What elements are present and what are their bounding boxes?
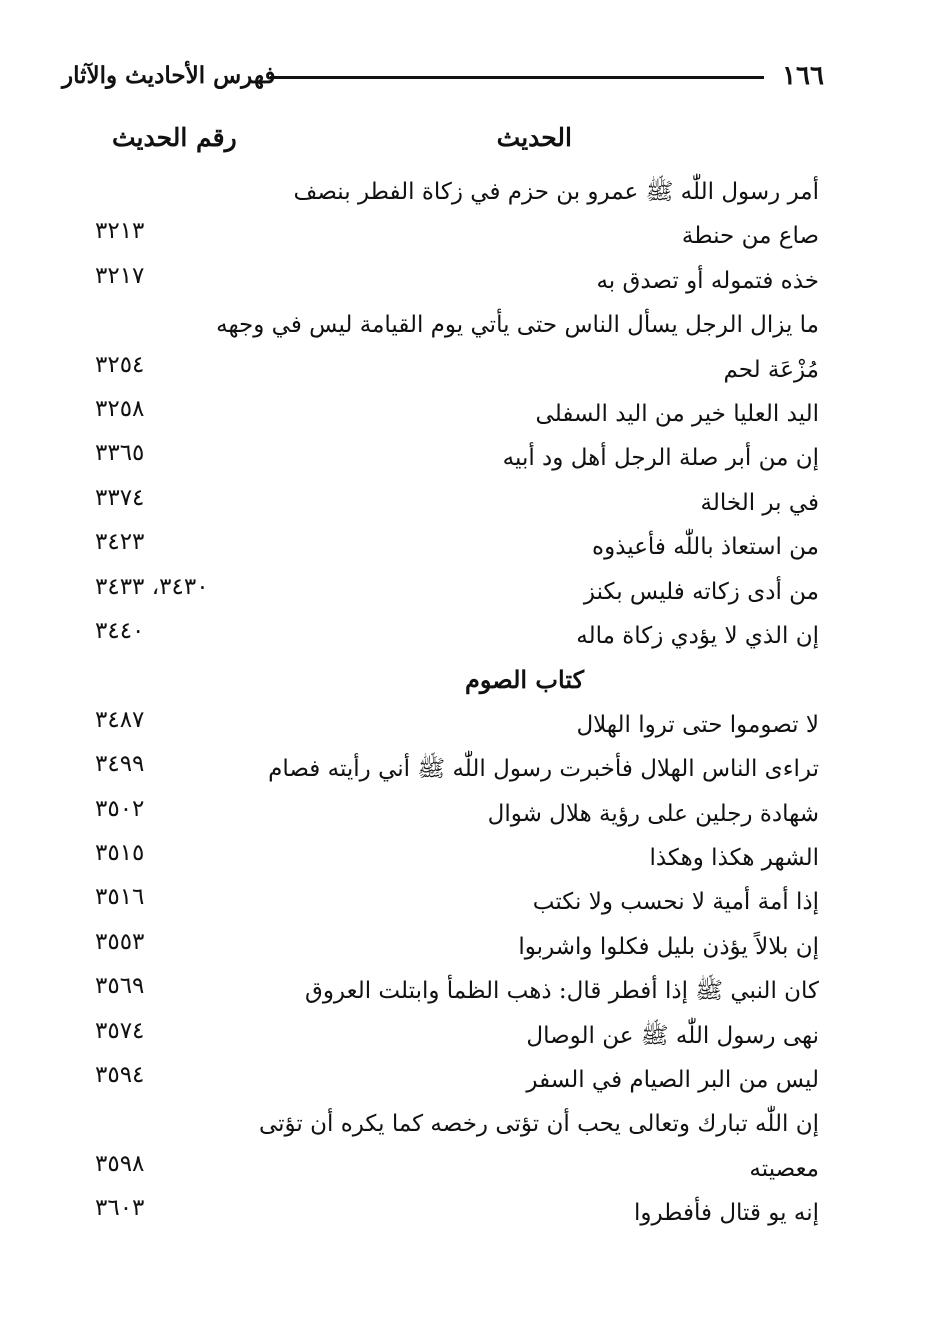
hadith-text: إن اللّٰه تبارك وتعالى يحب أن تؤتى رخصه كما يكره أن تؤتى xyxy=(258,1111,819,1138)
hadith-text: إنه يو قتال فأفطروا xyxy=(633,1200,819,1227)
index-row xyxy=(90,880,819,924)
hadith-number: ٣٢٥٨ xyxy=(95,396,145,422)
hadith-number: ٣٣٦٥ xyxy=(95,440,145,467)
hadith-number: ٣٤٤٠ xyxy=(95,618,145,644)
index-row xyxy=(90,614,819,658)
index-row xyxy=(90,525,819,569)
hadith-text: تراءى الناس الهلال فأخبرت رسول اللّٰه ﷺ أني رأيته فصام xyxy=(268,756,819,783)
index-row xyxy=(90,703,819,747)
index-row xyxy=(90,836,819,880)
section-heading xyxy=(90,658,819,702)
running-header xyxy=(62,58,824,94)
section-title: كتاب الصوم xyxy=(465,665,584,695)
hadith-text: شهادة رجلين على رؤية هلال شوال xyxy=(487,800,819,827)
hadith-text: إن من أبر صلة الرجل أهل ود أبيه xyxy=(502,445,819,472)
hadith-number: ٣٢١٣ xyxy=(95,218,145,245)
index-row xyxy=(90,436,819,480)
hadith-number: ٣٣٧٤ xyxy=(95,484,145,511)
hadith-number: ٣٦٠٣ xyxy=(95,1195,145,1222)
hadith-number: ٣٥٧٤ xyxy=(95,1017,145,1044)
hadith-text: مُزْعَة لحم xyxy=(723,356,819,383)
hadith-text: إن الذي لا يؤدي زكاة ماله xyxy=(576,623,819,649)
header-rule xyxy=(270,76,764,79)
index-row xyxy=(90,969,819,1013)
column-heading-number: رقم الحديث xyxy=(112,123,237,152)
hadith-text: من استعاذ باللّٰه فأعيذوه xyxy=(592,534,819,561)
hadith-text: ما يزال الرجل يسأل الناس حتى يأتي يوم القيامة ليس في وجهه xyxy=(216,312,819,339)
index-row xyxy=(90,792,819,836)
index-row xyxy=(90,925,819,969)
hadith-number: ٣٥١٥ xyxy=(95,840,145,866)
hadith-text: الشهر هكذا وهكذا xyxy=(649,845,819,871)
index-row xyxy=(90,348,819,392)
index-row xyxy=(90,1102,819,1146)
hadith-text: إن بلالاً يؤذن بليل فكلوا واشربوا xyxy=(518,933,819,960)
header-title: فهرس الأحاديث والآثار xyxy=(62,62,276,89)
index-row xyxy=(90,570,819,614)
page-number: ١٦٦ xyxy=(782,61,824,91)
hadith-text: ليس من البر الصيام في السفر xyxy=(526,1067,819,1093)
index-row xyxy=(90,259,819,303)
index-row xyxy=(90,1058,819,1102)
hadith-number: ٣٢١٧ xyxy=(95,262,145,289)
index-row xyxy=(90,1014,819,1058)
hadith-text: اليد العليا خير من اليد السفلى xyxy=(535,401,819,427)
hadith-number: ٣٢٥٤ xyxy=(95,351,145,378)
index-row xyxy=(90,303,819,347)
hadith-number: ٣٥٦٩ xyxy=(95,973,145,1000)
index-row xyxy=(90,1191,819,1235)
hadith-text: معصيته xyxy=(749,1155,819,1182)
hadith-text: أمر رسول اللّٰه ﷺ عمرو بن حزم في زكاة الفطر بنصف xyxy=(293,179,819,205)
hadith-number: ٣٤٣٠، ٣٤٣٣ xyxy=(95,573,209,600)
hadith-number: ٣٥٠٢ xyxy=(95,795,145,822)
hadith-text: نهى رسول اللّٰه ﷺ عن الوصال xyxy=(526,1022,819,1049)
hadith-number: ٣٤٢٣ xyxy=(95,529,145,556)
hadith-text: إذا أمة أمية لا نحسب ولا نكتب xyxy=(532,889,819,916)
hadith-number: ٣٥٩٨ xyxy=(95,1150,145,1177)
hadith-number: ٣٥١٦ xyxy=(95,884,145,911)
hadith-text: صاع من حنطة xyxy=(681,223,819,250)
hadith-text: في بر الخالة xyxy=(700,489,819,516)
index-row xyxy=(90,481,819,525)
index-row xyxy=(90,170,819,214)
hadith-text: من أدى زكاته فليس بكنز xyxy=(583,578,819,605)
hadith-text: كان النبي ﷺ إذا أفطر قال: ذهب الظمأ وابتلت العروق xyxy=(304,978,819,1005)
column-heading-hadith: الحديث xyxy=(496,123,572,152)
index-row xyxy=(90,392,819,436)
hadith-number: ٣٤٨٧ xyxy=(95,706,145,733)
hadith-number: ٣٤٩٩ xyxy=(95,751,145,778)
hadith-text: لا تصوموا حتى تروا الهلال xyxy=(576,711,819,738)
index-row xyxy=(90,1147,819,1191)
hadith-text: خذه فتموله أو تصدق به xyxy=(596,267,819,294)
index-row xyxy=(90,747,819,791)
hadith-number: ٣٥٩٤ xyxy=(95,1062,145,1088)
hadith-number: ٣٥٥٣ xyxy=(95,928,145,955)
index-row xyxy=(90,214,819,258)
